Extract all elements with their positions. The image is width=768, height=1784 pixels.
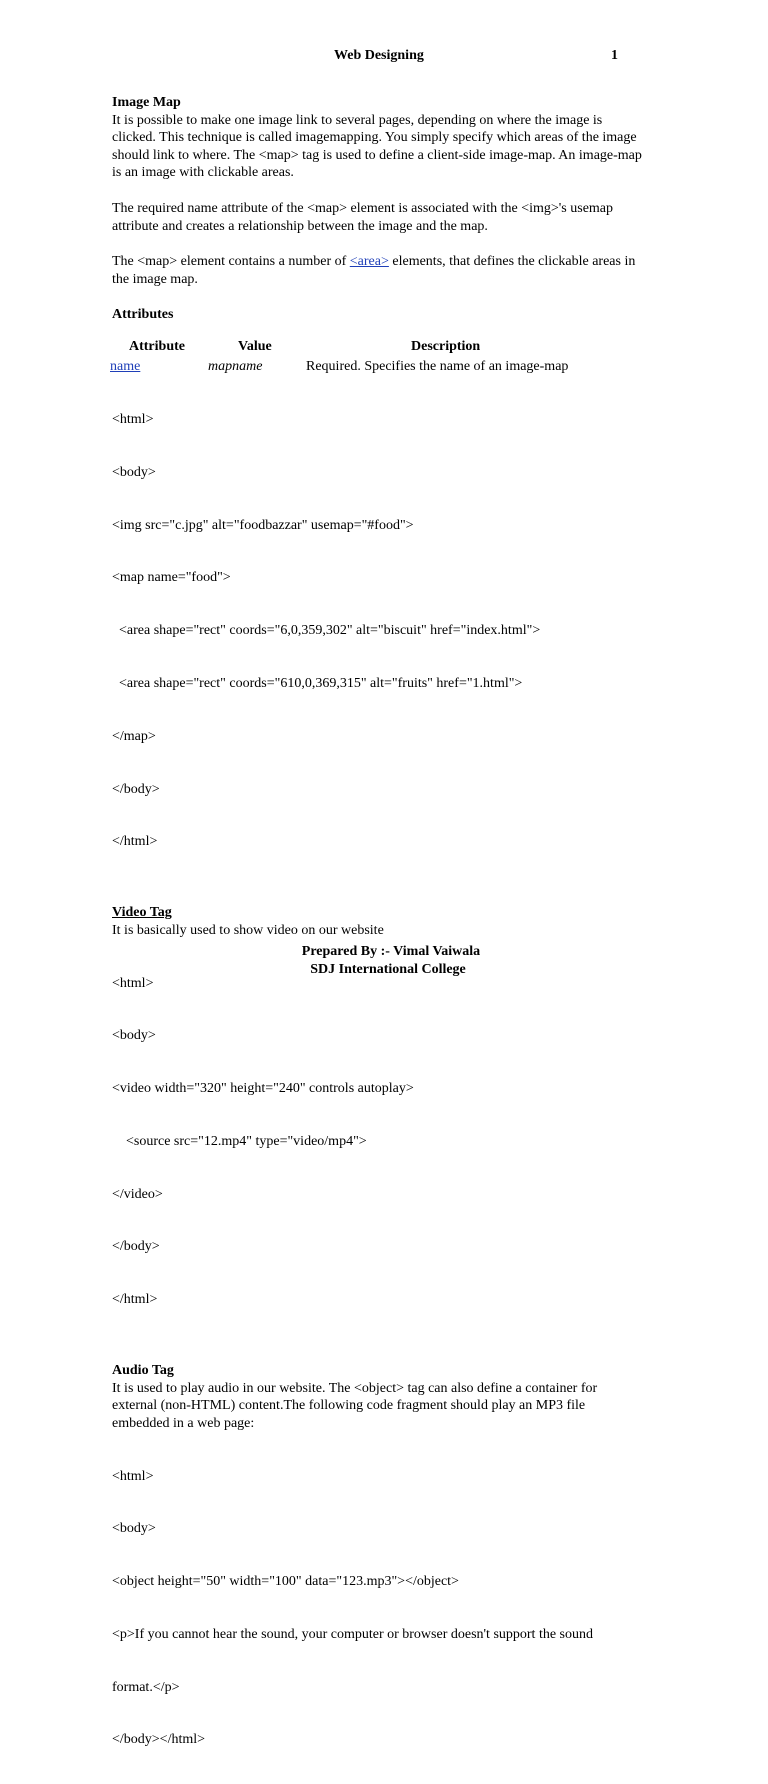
code-line: </html> [112, 834, 158, 850]
audio-tag-heading: Audio Tag [112, 1363, 174, 1378]
p3-text-before: The <map> element contains a number of [112, 254, 350, 270]
image-map-code [112, 376, 642, 886]
image-map-heading: Image Map [112, 95, 181, 110]
page-content [112, 94, 642, 1784]
code-line: format.</p> [112, 1679, 180, 1695]
video-code [112, 939, 642, 1344]
code-line: <html> [112, 1468, 154, 1484]
attribute-name-link[interactable]: name [110, 358, 141, 374]
page-number: 1 [611, 48, 618, 63]
attributes-heading: Attributes [112, 307, 174, 323]
code-line: <video width="320" height="240" controls autoplay> [112, 1081, 414, 1097]
code-line: <object height="50" width="100" data="123.mp3"></object> [112, 1574, 459, 1590]
column-value: Value [238, 338, 272, 354]
code-line: </body> [112, 1239, 160, 1255]
code-line: <area shape="rect" coords="6,0,359,302" alt="biscuit" href="index.html"> [112, 623, 541, 639]
code-line: <map name="food"> [112, 570, 231, 586]
code-line: </html> [112, 1292, 158, 1308]
page-footer [0, 943, 768, 979]
code-line: <p>If you cannot hear the sound, your computer or browser doesn't support the sound [112, 1626, 593, 1642]
attribute-description: Required. Specifies the name of an image-map [306, 358, 569, 374]
footer-author: Prepared By :- Vimal Vaiwala [301, 944, 481, 959]
p3-text-after: elements, that defines the clickable areas in the image map. [112, 254, 636, 287]
column-description: Description [411, 338, 481, 354]
header-title: Web Designing [334, 48, 424, 63]
image-map-paragraph-3 [112, 253, 642, 288]
image-map-paragraph-1: It is possible to make one image link to several pages, depending on where the image is clicked. This technique is called imagemapping. You simply specify which areas of the image should link to where. The <map> tag is used to define a client-side image-map. An image-map is an image with clickable areas. [112, 112, 642, 181]
column-attribute: Attribute [129, 338, 185, 354]
image-map-paragraph-2: The required name attribute of the <map> element is associated with the <img>'s usemap attribute and creates a relationship between the image and the map. [112, 200, 614, 234]
code-line: <html> [112, 412, 154, 428]
attributes-table-header [112, 338, 642, 358]
video-tag-description: It is basically used to show video on our website [112, 922, 384, 938]
code-line: <body> [112, 1521, 156, 1537]
code-line: </map> [112, 728, 156, 744]
footer-college: SDJ International College [310, 962, 466, 977]
audio-tag-description: It is used to play audio in our website. The <object> tag can also define a container for external (non-HTML) content.The following code fragment should play an MP3 file embedded in a web page: [112, 1380, 598, 1431]
code-line: </video> [112, 1186, 163, 1202]
video-tag-heading: Video Tag [112, 905, 172, 921]
code-line: <source src="12.mp4" type="video/mp4"> [112, 1133, 367, 1149]
audio-code [112, 1432, 642, 1784]
code-line: <body> [112, 464, 156, 480]
code-line: <body> [112, 1028, 156, 1044]
area-link[interactable]: <area> [349, 254, 389, 270]
attributes-table-row [112, 358, 642, 376]
code-line: </body> [112, 781, 160, 797]
code-line: </body></html> [112, 1732, 206, 1748]
code-line: <area shape="rect" coords="610,0,369,315" alt="fruits" href="1.html"> [112, 676, 523, 692]
attribute-value: mapname [208, 358, 263, 374]
code-line: <img src="c.jpg" alt="foodbazzar" usemap="#food"> [112, 517, 414, 533]
code-line: <html> [112, 975, 154, 991]
